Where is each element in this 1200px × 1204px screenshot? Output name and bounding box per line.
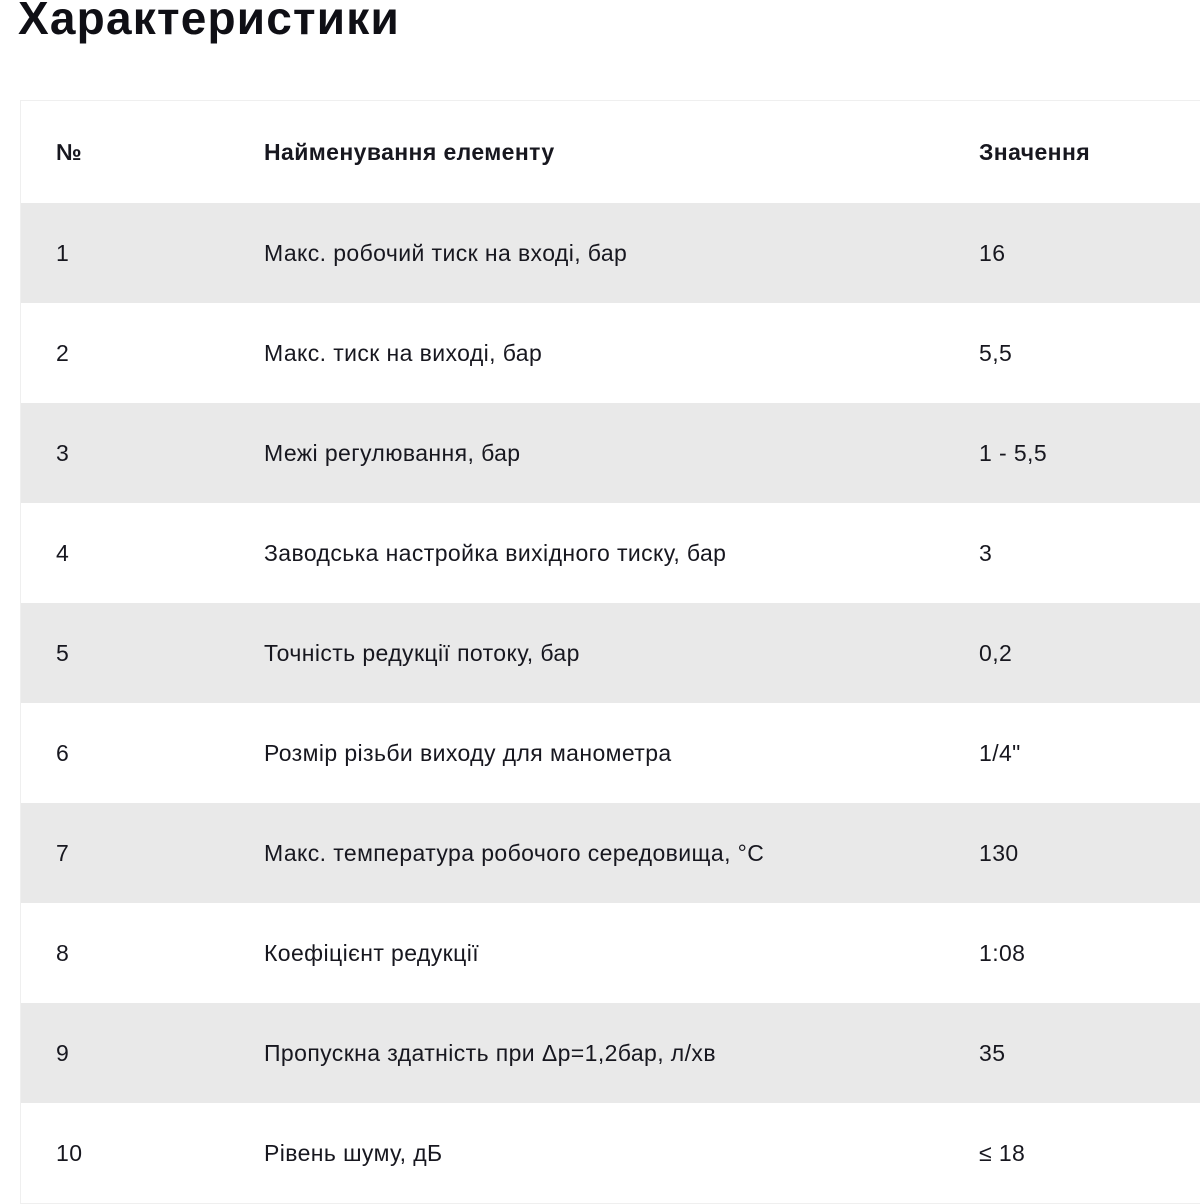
- row-value: 1/4": [979, 739, 1021, 766]
- row-value: 130: [979, 839, 1019, 866]
- table-row: [21, 403, 1200, 503]
- row-number: 10: [56, 1139, 83, 1166]
- row-value: 16: [979, 239, 1006, 266]
- table-row: [21, 803, 1200, 903]
- row-number: 1: [56, 239, 70, 266]
- row-value: ≤ 18: [979, 1139, 1026, 1166]
- row-number: 7: [56, 839, 70, 866]
- row-value: 0,2: [979, 639, 1013, 666]
- table-body: [21, 203, 1200, 1203]
- row-name: Макс. робочий тиск на вході, бар: [264, 239, 628, 266]
- row-name: Заводська настройка вихідного тиску, бар: [264, 539, 727, 566]
- row-name: Макс. температура робочого середовища, °С: [264, 839, 765, 866]
- header-row: [21, 101, 1200, 203]
- row-number: 4: [56, 539, 70, 566]
- row-name: Пропускна здатність при Δp=1,2бар, л/хв: [264, 1039, 716, 1066]
- row-value: 1 - 5,5: [979, 439, 1048, 466]
- table-row: [21, 203, 1200, 303]
- row-name: Розмір різьби виходу для манометра: [264, 739, 672, 766]
- table-row: [21, 1103, 1200, 1203]
- table-row: [21, 1003, 1200, 1103]
- column-header-value: Значення: [979, 138, 1091, 165]
- page-title: Характеристики: [18, 0, 400, 44]
- row-name: Межі регулювання, бар: [264, 439, 521, 466]
- row-value: 1:08: [979, 939, 1026, 966]
- row-name: Точність редукції потоку, бар: [264, 639, 580, 666]
- column-header-number: №: [56, 138, 83, 165]
- row-name: Рівень шуму, дБ: [264, 1139, 443, 1166]
- row-number: 3: [56, 439, 70, 466]
- row-value: 35: [979, 1039, 1006, 1066]
- table-row: [21, 603, 1200, 703]
- column-header-name: Найменування елементу: [264, 138, 555, 165]
- row-number: 6: [56, 739, 70, 766]
- row-number: 8: [56, 939, 70, 966]
- table-row: [21, 303, 1200, 403]
- row-name: Макс. тиск на виході, бар: [264, 339, 543, 366]
- table-row: [21, 703, 1200, 803]
- row-value: 5,5: [979, 339, 1013, 366]
- row-number: 5: [56, 639, 70, 666]
- row-value: 3: [979, 539, 993, 566]
- table-row: [21, 903, 1200, 1003]
- spec-table: [20, 100, 1200, 1204]
- table-header: [21, 101, 1200, 203]
- row-number: 9: [56, 1039, 70, 1066]
- row-name: Коефіцієнт редукції: [264, 939, 479, 966]
- row-number: 2: [56, 339, 70, 366]
- table-row: [21, 503, 1200, 603]
